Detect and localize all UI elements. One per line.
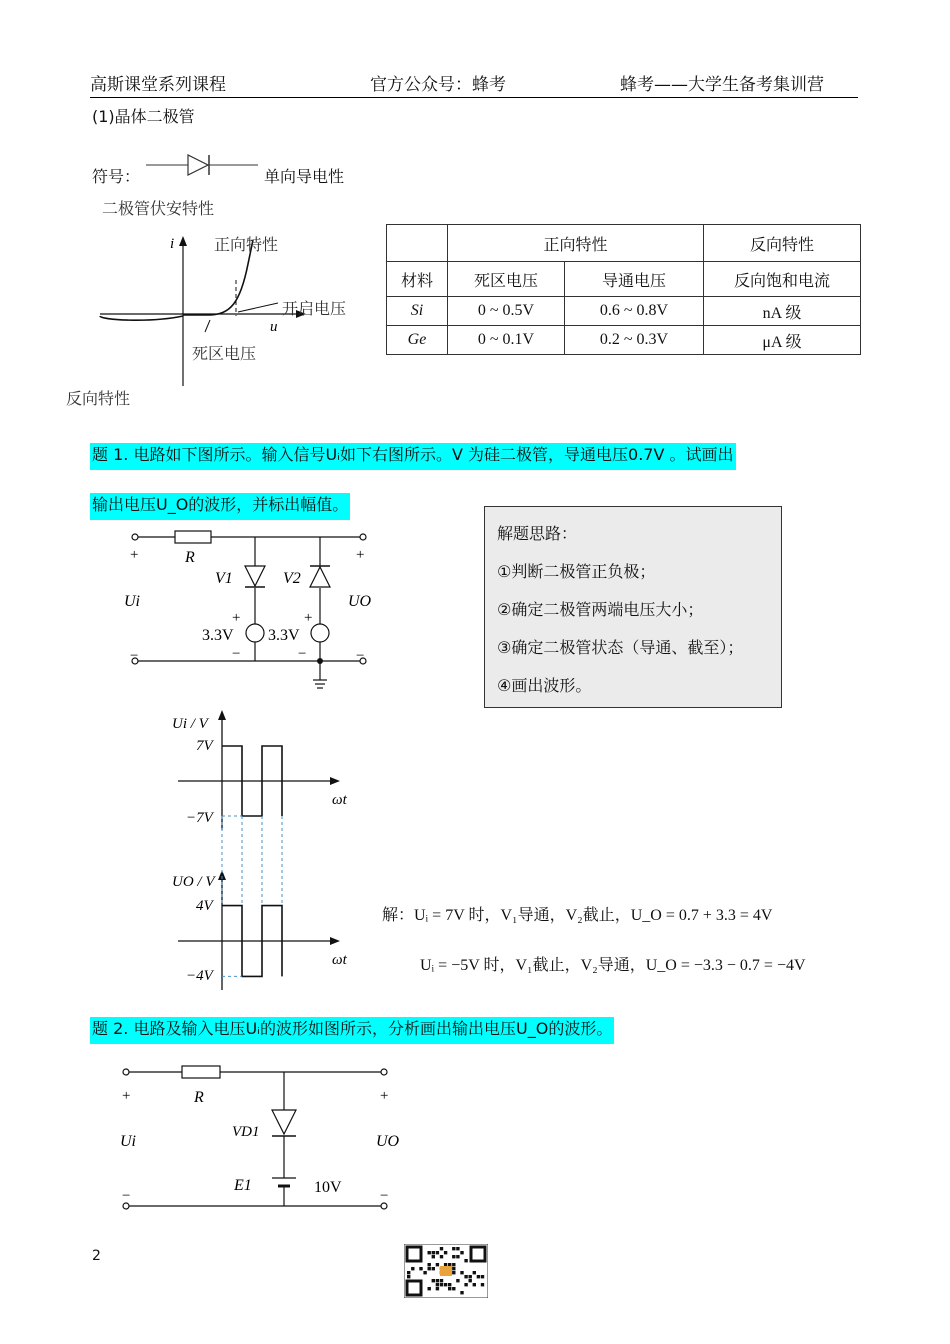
va-reverse-label: 反向特性	[66, 389, 131, 408]
hint-step-1: ①判断二极管正负极；	[497, 562, 656, 581]
qr-cell	[440, 1283, 443, 1286]
table-row	[387, 297, 861, 326]
c2-ui-label: Ui	[120, 1133, 136, 1150]
th-reverse: 反向特性	[704, 225, 861, 262]
cell-conduct: 0.2 ~ 0.3V	[565, 326, 704, 355]
header-rule	[90, 97, 858, 98]
qr-cell	[444, 1283, 447, 1286]
cell-material: Si	[387, 297, 448, 326]
q1-line2: 输出电压U_O的波形，并标出幅值。	[90, 493, 350, 520]
hint-title: 解题思路：	[497, 524, 578, 543]
qr-cell	[452, 1255, 455, 1258]
ui-axis-label: Ui / V	[172, 716, 208, 732]
qr-cell	[452, 1247, 455, 1250]
hint-step-4: ④画出波形。	[497, 676, 592, 695]
qr-cell	[440, 1247, 443, 1250]
i-axis-label: i	[170, 236, 175, 252]
qr-cell	[477, 1275, 480, 1278]
solution-line-1: 解：Uᵢ = 7V 时，V₁导通，V₂截止，U_O = 0.7 + 3.3 = 4V	[382, 907, 773, 924]
qr-cell	[407, 1275, 410, 1278]
qr-cell	[469, 1275, 472, 1278]
q1-line1: 题 1. 电路如下图所示。输入信号Uᵢ如下右图所示。V 为硅二极管，导通电压0.7V 。试画出	[90, 443, 736, 470]
c1-e2-label: 3.3V	[268, 627, 300, 644]
page-number: 2	[92, 1248, 101, 1264]
c2-minus-right: −	[380, 1188, 389, 1204]
qr-cell	[452, 1271, 455, 1274]
table-corner	[387, 225, 448, 262]
va-turnon-label: 开启电压	[282, 299, 347, 318]
qr-cell	[473, 1283, 476, 1286]
th-dead: 死区电压	[448, 262, 565, 297]
qr-cell	[460, 1251, 463, 1254]
c1-e1-minus: −	[232, 646, 241, 662]
c1-e2-plus: +	[304, 610, 313, 626]
header-center: 官方公众号：蜂考	[370, 75, 506, 95]
va-title: 二极管伏安特性	[102, 199, 215, 218]
symbol-label: 符号：	[92, 167, 141, 186]
c1-minus-left: −	[130, 648, 139, 664]
waveform-plot	[160, 708, 370, 998]
cell-conduct: 0.6 ~ 0.8V	[565, 297, 704, 326]
qr-cell	[428, 1263, 431, 1266]
qr-cell	[428, 1267, 431, 1270]
ui-low-label: −7V	[186, 810, 213, 826]
qr-cell	[448, 1263, 451, 1266]
hint-step-3: ③确定二极管状态（导通、截至）；	[497, 638, 744, 657]
circuit-2	[112, 1058, 402, 1218]
circuit-1	[120, 520, 380, 700]
header-left: 高斯课堂系列课程	[90, 75, 226, 95]
qr-cell	[436, 1287, 439, 1290]
uo-axis-label: UO / V	[172, 874, 215, 890]
qr-cell	[428, 1287, 431, 1290]
ui-high-label: 7V	[196, 738, 213, 754]
c2-ev-label: 10V	[314, 1179, 342, 1196]
qr-cell	[456, 1279, 459, 1282]
c1-plus-right: +	[356, 547, 365, 563]
qr-cell	[444, 1263, 447, 1266]
c2-e-label: E1	[234, 1177, 252, 1194]
qr-cell	[456, 1255, 459, 1258]
qr-cell	[436, 1283, 439, 1286]
guide-lines	[222, 816, 282, 976]
section-title: (1)晶体二极管	[92, 107, 195, 126]
uo-high-label: 4V	[196, 898, 213, 914]
qr-cell	[411, 1267, 414, 1270]
c1-e1-label: 3.3V	[202, 627, 234, 644]
uo-low-label: −4V	[186, 968, 213, 984]
qr-cell	[432, 1255, 435, 1258]
qr-cell	[432, 1279, 435, 1282]
th-material: 材料	[387, 262, 448, 297]
cell-dead: 0 ~ 0.1V	[448, 326, 565, 355]
qr-cell	[481, 1275, 484, 1278]
th-forward: 正向特性	[448, 225, 704, 262]
c1-minus-right: −	[356, 648, 365, 664]
qr-cell	[456, 1247, 459, 1250]
qr-cell	[444, 1251, 447, 1254]
diode-symbol	[146, 152, 258, 178]
c2-uo-label: UO	[376, 1133, 400, 1150]
qr-cell	[407, 1271, 410, 1274]
u-axis-label: u	[270, 319, 278, 335]
qr-cell	[448, 1287, 451, 1290]
hint-step-2: ②确定二极管两端电压大小；	[497, 600, 704, 619]
c1-r-label: R	[185, 549, 195, 566]
solution-line-2: Uᵢ = −5V 时，V₁截止，V₂导通，U_O = −3.3 − 0.7 = −4V	[420, 957, 806, 974]
c2-plus-left: +	[122, 1088, 131, 1104]
qr-cell	[464, 1259, 467, 1262]
qr-cell	[460, 1291, 463, 1294]
qr-cell	[460, 1271, 463, 1274]
table-row	[387, 326, 861, 355]
cell-saturation: μA 级	[704, 326, 861, 355]
c2-plus-right: +	[380, 1088, 389, 1104]
c1-e1-plus: +	[232, 610, 241, 626]
th-saturation: 反向饱和电流	[704, 262, 861, 297]
qr-cell	[469, 1279, 472, 1282]
qr-cell	[432, 1251, 435, 1254]
cell-material: Ge	[387, 326, 448, 355]
c1-plus-left: +	[130, 547, 139, 563]
qr-cell	[432, 1267, 435, 1270]
th-conduct: 导通电压	[565, 262, 704, 297]
qr-cell	[436, 1279, 439, 1282]
c1-v2-label: V2	[283, 570, 301, 587]
c2-minus-left: −	[122, 1188, 131, 1204]
wt-label-2: ωt	[332, 952, 347, 968]
symbol-desc: 单向导电性	[264, 167, 345, 186]
qr-cell	[464, 1283, 467, 1286]
va-forward-label: 正向特性	[214, 235, 279, 254]
cell-dead: 0 ~ 0.5V	[448, 297, 565, 326]
qr-cell	[423, 1271, 426, 1274]
qr-cell	[452, 1267, 455, 1270]
q2-line: 题 2. 电路及输入电压Uᵢ的波形如图所示，分析画出输出电压U_O的波形。	[90, 1017, 614, 1044]
qr-cell	[436, 1251, 439, 1254]
c1-v1-label: V1	[215, 570, 233, 587]
qr-cell	[440, 1255, 443, 1258]
qr-cell	[419, 1267, 422, 1270]
c2-r-label: R	[194, 1089, 204, 1106]
qr-cell	[448, 1283, 451, 1286]
qr-code-image	[404, 1244, 488, 1298]
qr-cell	[452, 1287, 455, 1290]
header-right: 蜂考——大学生备考集训营	[620, 75, 824, 95]
qr-cell	[481, 1283, 484, 1286]
va-dead-label: 死区电压	[192, 344, 257, 363]
c1-uo-label: UO	[348, 593, 372, 610]
qr-cell	[428, 1251, 431, 1254]
qr-cell	[436, 1263, 439, 1266]
qr-cell	[473, 1271, 476, 1274]
qr-cell	[440, 1279, 443, 1282]
cell-saturation: nA 级	[704, 297, 861, 326]
wt-label-1: ωt	[332, 792, 347, 808]
qr-cell	[464, 1275, 467, 1278]
c1-ui-label: Ui	[124, 593, 140, 610]
diode-spec-table	[386, 224, 861, 355]
c2-vd-label: VD1	[232, 1124, 260, 1140]
qr-cell	[452, 1263, 455, 1266]
hint-box	[484, 506, 782, 708]
c1-e2-minus: −	[298, 646, 307, 662]
